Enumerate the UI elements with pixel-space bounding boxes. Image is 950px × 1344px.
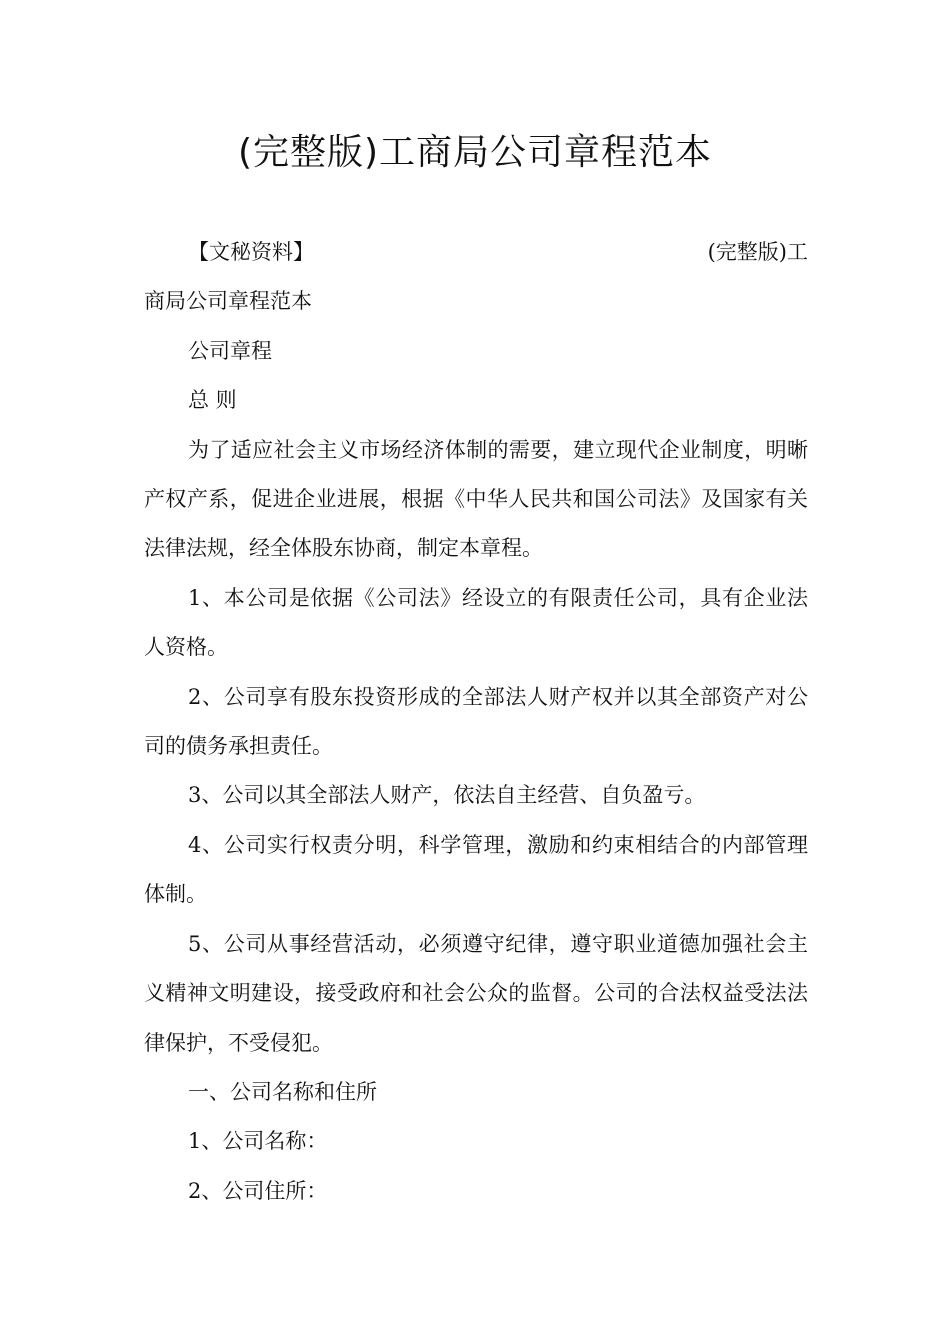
section-heading-name-address: 一、公司名称和住所 xyxy=(188,1079,377,1104)
title-repeat-end: 商局公司章程范本 xyxy=(144,289,312,314)
heading-general-provisions: 总 则 xyxy=(188,388,237,413)
document-body xyxy=(144,228,808,1216)
paragraph-article-5: 5、公司从事经营活动，必须遵守纪律，遵守职业道德加强社会主义精神文明建设，接受政府和社会公众的监督。公司的合法权益受法法律保护，不受侵犯。 xyxy=(144,931,808,1055)
paragraph-article-3: 3、公司以其全部法人财产，依法自主经营、自负盈亏。 xyxy=(188,783,706,808)
document-title: (完整版)工商局公司章程范本 xyxy=(237,132,713,173)
paragraph-article-4: 4、公司实行权责分明，科学管理，激励和约束相结合的内部管理体制。 xyxy=(144,832,808,907)
field-company-name: 1、公司名称： xyxy=(188,1129,328,1154)
source-tag: 【文秘资料】 xyxy=(188,240,314,264)
field-company-address: 2、公司住所： xyxy=(188,1178,328,1203)
heading-company-charter: 公司章程 xyxy=(188,338,272,363)
paragraph-article-2: 2、公司享有股东投资形成的全部法人财产权并以其全部资产对公司的债务承担责任。 xyxy=(144,684,808,759)
paragraph-article-1: 1、本公司是依据《公司法》经设立的有限责任公司，具有企业法人资格。 xyxy=(144,585,808,660)
title-repeat-start: (完整版)工 xyxy=(707,240,808,264)
paragraph-preamble: 为了适应社会主义市场经济体制的需要，建立现代企业制度，明晰产权产系，促进企业进展，根据《中华人民共和国公司法》及国家有关法律法规，经全体股东协商，制定本章程。 xyxy=(144,437,808,561)
source-line xyxy=(144,228,808,277)
